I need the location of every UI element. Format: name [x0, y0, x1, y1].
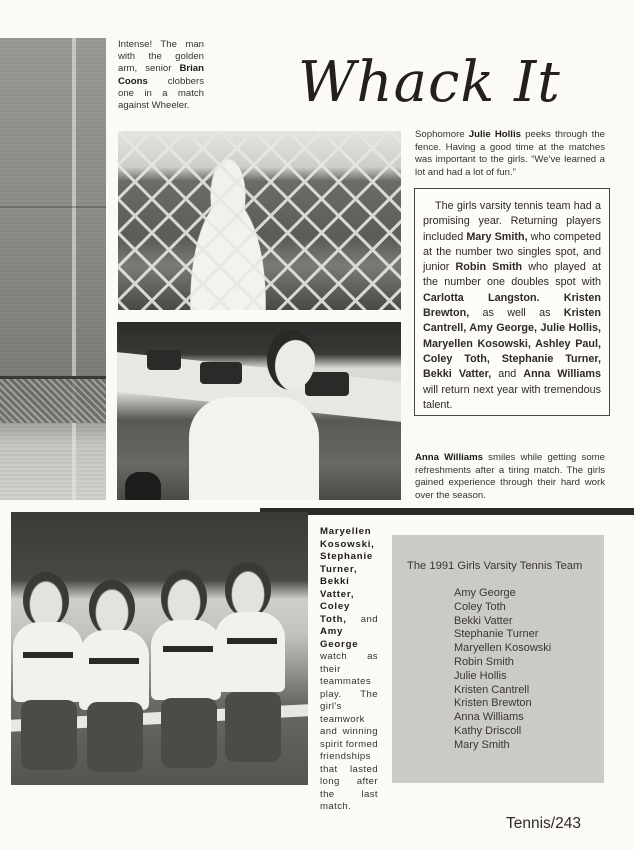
story-name: Robin Smith	[455, 261, 523, 274]
photo-detail-head	[267, 330, 315, 390]
story-name: Kristen Cantrell, Amy George, Julie Hollis, Maryellen Kosowski, Ashley Paul, Coley Toth, Stephanie Turner, Bekki Vatter,	[423, 307, 601, 381]
caption-name: Julie Hollis	[468, 129, 521, 140]
photo-detail-pole	[72, 38, 76, 500]
story-name: Mary Smith,	[466, 230, 528, 243]
photo-julie-hollis-fence	[118, 131, 401, 310]
separator-band	[260, 508, 634, 515]
story-name: Anna Williams	[523, 368, 601, 381]
story-segment: who competed at the number two singles spot, and junior	[423, 230, 601, 274]
photo-anna-williams-refreshments	[117, 322, 401, 500]
photo-detail-car	[147, 350, 181, 370]
story-segment: The girls varsity tennis team had a promising year. Returning players included	[423, 200, 601, 243]
roster-member: Kristen Brewton	[454, 697, 532, 710]
roster-member: Stephanie Turner	[454, 628, 539, 641]
chain-link-fence	[118, 131, 401, 310]
caption-text: Intense! The man with the golden arm, senior	[118, 39, 204, 75]
caption-julie-hollis	[415, 129, 605, 179]
story-box	[414, 188, 610, 416]
roster-member: Anna Williams	[454, 711, 524, 724]
caption-name: Amy George	[320, 626, 359, 650]
story-text	[423, 199, 601, 413]
roster-member: Amy George	[454, 587, 516, 599]
caption-text: peeks through the fence. Having a good time at the matches was important to the girls. “We've learned a lot and had a lot of fun.”	[415, 129, 605, 178]
roster-list	[454, 587, 551, 753]
photo-detail-shirt	[189, 397, 319, 500]
story-segment: will return next year with tremendous talent.	[423, 383, 601, 411]
roster-member: Mary Smith	[454, 738, 510, 751]
photo-tennis-court-strip	[0, 38, 106, 500]
caption-brian-coons	[118, 39, 204, 112]
caption-names: Maryellen Kosowski, Stephanie Turner, Bekki Vatter, Coley Toth,	[320, 526, 375, 625]
photo-detail-car	[200, 362, 242, 384]
roster-member: Kathy Driscoll	[454, 724, 522, 737]
photo-detail-car	[305, 372, 349, 396]
photo-detail-mesh	[0, 379, 106, 423]
roster-box	[392, 535, 604, 783]
roster-member: Maryellen Kosowski	[454, 642, 552, 655]
story-segment: and	[491, 368, 524, 381]
photo-detail-bottle	[125, 472, 161, 500]
photo-team-group	[11, 512, 308, 785]
photo-detail-line	[0, 206, 106, 208]
caption-anna-williams	[415, 452, 605, 502]
caption-text: and	[346, 613, 378, 625]
caption-text: clobbers one in a match against Wheeler.	[118, 75, 204, 112]
caption-text: Sophomore	[415, 129, 469, 140]
caption-text: watch as their teammates play. The girl's teamwork and winning spirit formed friendships that lasted long after the last match.	[320, 651, 378, 812]
story-segment: who played at the number one doubles spot with	[423, 261, 601, 289]
caption-text: smiles while getting some refreshments after a tiring match. The girls gained experience through their hard work over the season.	[415, 452, 605, 501]
roster-member: Coley Toth	[454, 600, 506, 613]
story-segment: as well as	[469, 307, 564, 320]
caption-name: Brian Coons	[118, 63, 204, 87]
roster-member: Bekki Vatter	[454, 614, 513, 627]
page-folio: Tennis/243	[506, 815, 581, 832]
roster-member: Robin Smith	[454, 655, 514, 668]
caption-name: Anna Williams	[415, 452, 483, 463]
page-title: Whack It	[298, 50, 561, 115]
story-name: Carlotta Langston. Kristen Brewton,	[423, 291, 601, 320]
roster-title: The 1991 Girls Varsity Tennis Team	[407, 560, 583, 572]
roster-member: Kristen Cantrell	[454, 683, 530, 696]
roster-member: Julie Hollis	[454, 669, 507, 682]
caption-team-group	[320, 526, 378, 814]
